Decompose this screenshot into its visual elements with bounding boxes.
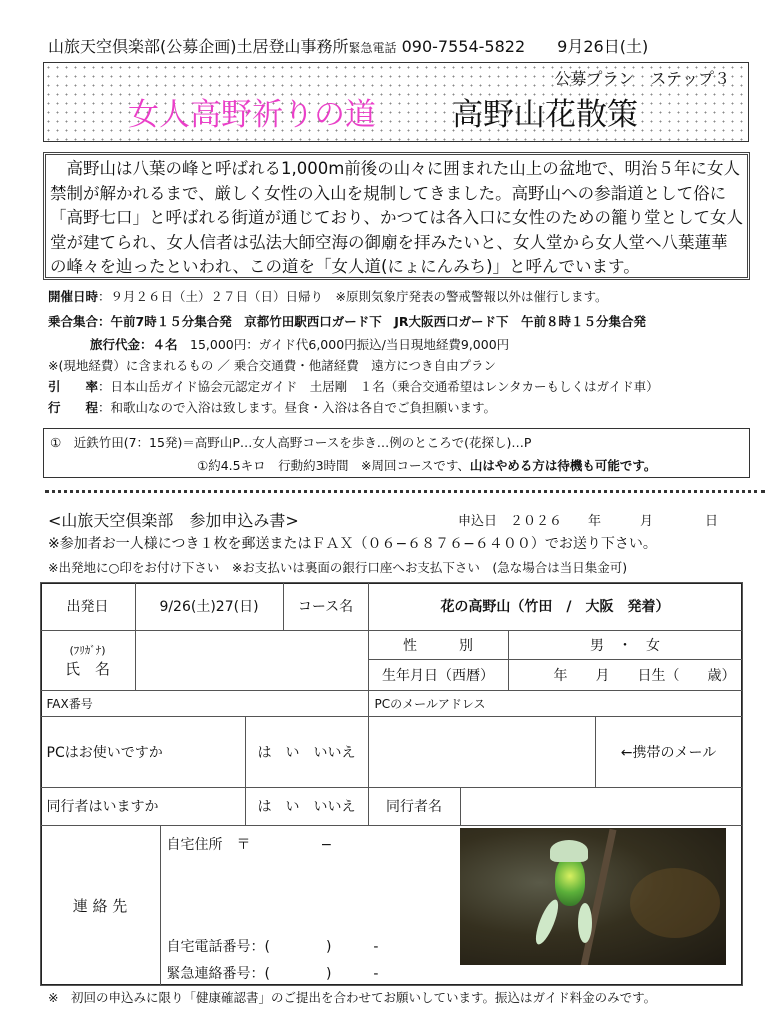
route-line-1: ① 近鉄竹田(7：15発)＝高野山P…女人高野コースを歩き…例のところで(花探し)…P (50, 435, 532, 450)
gender-label: 性 別 (368, 630, 509, 660)
form-note-2: ※出発地に○印をお付け下さい ※お支払いは裏面の銀行口座へお支払下さい (急な場合は当日集金可) (48, 560, 628, 575)
title-pink: 女人高野祈りの道 (128, 97, 376, 133)
emergency-phone-label[interactable]: 緊急連絡番号：( ) - (166, 965, 379, 982)
info-meet-label: 乗合集合 (48, 314, 99, 329)
contact-label: 連 絡 先 (40, 825, 161, 986)
route-summary: ①約4.5キロ 行動約3時間 ※周回コースです、 (197, 458, 470, 473)
course-value: 花の高野山（竹田 / 大阪 発着） (368, 582, 743, 631)
intro-text: 高野山は八葉の峰と呼ばれる1,000m前後の山々に囲まれた山上の盆地で、明治５年に女人禁制が解かれるまで、厳しく女性の入山を規制してきました。高野山への参詣道として俗に「高野七口」と呼ばれる街道が通じており、かつては各入口に女性のための籠り堂として女人堂が建てられ、女人信者は弘法大師空海の御廟を拝みたいと、女人堂から女人堂へ八葉蓮華の峰々を辿ったといわれ、この道を「女人道(にょにんみち)」と呼んでいます。 (43, 152, 750, 280)
companion-choice[interactable]: は い いいえ (245, 787, 369, 826)
birth-label: 生年月日（西暦） (368, 659, 509, 691)
pc-mail-label: PCのメールアドレス (374, 696, 486, 711)
mobile-mail-input[interactable] (368, 716, 596, 788)
pc-use-label: PCはお使いですか (40, 716, 246, 788)
info-fee (90, 335, 509, 353)
info-guide-label: 引 率 (48, 379, 99, 394)
info-itin-label: 行 程 (48, 400, 99, 415)
name-label-cell (40, 630, 136, 691)
dotted-separator (45, 490, 765, 493)
event-date: 9月26日(土) (557, 37, 649, 56)
depart-label: 出発日 (40, 582, 136, 631)
birth-input[interactable]: 年 月 日生（ 歳） (508, 659, 743, 691)
course-label: コース名 (283, 582, 369, 631)
depart-value: 9/26(土)27(日) (135, 582, 284, 631)
route-box (43, 428, 750, 478)
pc-use-choice[interactable]: は い いいえ (245, 716, 369, 788)
info-fee-value: 15,000円：ガイド代6,000円振込/当日現地経費9,000円 (177, 337, 510, 352)
mobile-mail-label: ←携帯のメール (595, 716, 743, 788)
companion-name-input[interactable] (460, 787, 743, 826)
title-main: 高野山花散策 (452, 97, 638, 133)
apply-date: 申込日 ２０２６ 年 月 日 (458, 514, 719, 529)
org-name: 山旅天空倶楽部(公募企画)土居登山事務所 (48, 37, 349, 56)
gender-choice[interactable]: 男 ・ 女 (508, 630, 743, 660)
info-itin-value: ：和歌山なので入浴は致します。昼食・入浴は各自でご負担願います。 (98, 400, 497, 415)
info-meet-value: ：午前7時１５分集合発 京都竹田駅西口ガード下 JR大阪西口ガード下 午前８時１５分集合発 (98, 314, 646, 329)
info-meet (48, 312, 646, 330)
form-note-1: ※参加者お一人様につき１枚を郵送またはＦＡＸ（０６−６８７６−６４００）でお送り下さい。 (48, 536, 657, 552)
pc-mail-field[interactable] (368, 690, 743, 717)
route-line-2 (197, 456, 656, 474)
footer-note: ※ 初回の申込みに限り「健康確認書」のご提出を合わせてお願いしています。振込はガイド料金のみです。 (48, 990, 657, 1005)
info-itinerary (48, 398, 496, 416)
info-includes: ※(現地経費）に含まれるもの ／ 乗合交通費・他諸経費 遠方につき自由プラン (48, 358, 497, 373)
furigana-label: (ﾌﾘｶﾞﾅ) (69, 643, 106, 657)
companion-label: 同行者はいますか (40, 787, 246, 826)
info-date (48, 287, 608, 305)
info-date-label: 開催日時 (48, 289, 99, 304)
info-guide-value: ：日本山岳ガイド協会元認定ガイド 土居剛 １名（乗合交通希望はレンタカーもしくはガイド車） (98, 379, 659, 394)
route-note-bold: 山はやめる方は待機も可能です。 (469, 458, 657, 473)
home-phone-label[interactable]: 自宅電話番号：( ) - (166, 938, 379, 955)
form-heading: <山旅天空倶楽部 参加申込み書> (48, 511, 299, 530)
address-label[interactable]: 自宅住所 〒 − (166, 836, 333, 853)
emergency-phone: 090-7554-5822 (401, 37, 526, 56)
name-label: 氏 名 (64, 659, 110, 678)
info-guide (48, 377, 659, 395)
fax-field[interactable] (40, 690, 369, 717)
header-line (48, 34, 648, 57)
emergency-label: 緊急電話 (348, 41, 397, 55)
info-date-value: ：９月２６日（土）２７日（日）日帰り ※原則気象庁発表の警戒警報以外は催行します。 (98, 289, 608, 304)
info-fee-label: 旅行代金：４名 (90, 337, 178, 352)
fax-label: FAX番号 (46, 696, 93, 711)
companion-name-label: 同行者名 (368, 787, 461, 826)
plan-label: 公募プラン ステップ３ (554, 69, 730, 88)
name-input[interactable] (135, 630, 369, 691)
orchid-photo (460, 828, 726, 965)
title-box (43, 62, 749, 142)
